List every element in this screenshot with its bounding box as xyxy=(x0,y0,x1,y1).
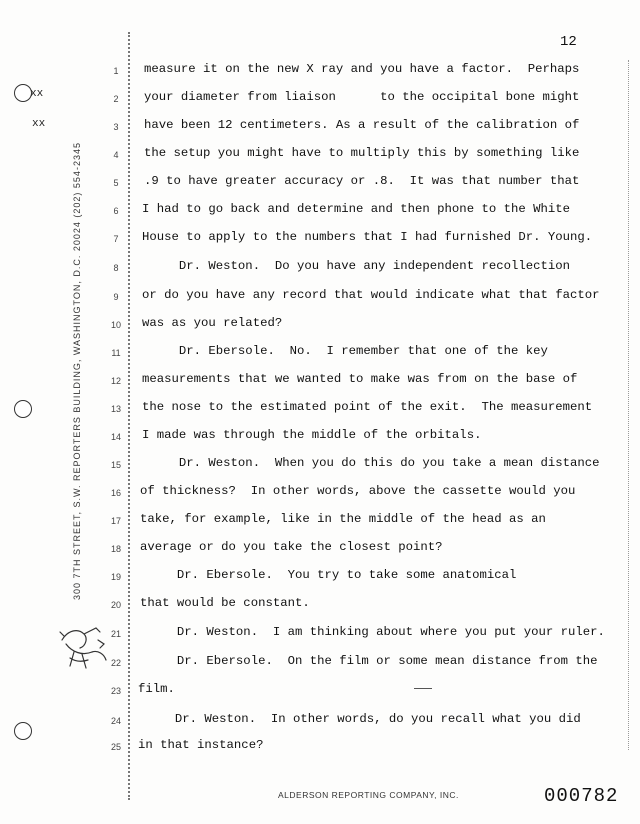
line-number: 18 xyxy=(110,544,121,554)
line-number: 11 xyxy=(111,348,121,358)
transcript-line xyxy=(0,344,640,364)
line-number: 15 xyxy=(110,460,121,470)
document-number: 000782 xyxy=(544,785,619,807)
line-number: 6 xyxy=(113,206,119,216)
line-text: Dr. Ebersole. No. I remember that one of the key xyxy=(142,344,548,358)
line-number: 14 xyxy=(110,432,121,442)
transcript-line xyxy=(0,90,640,110)
line-number: 23 xyxy=(110,686,121,696)
side-mark-1: xx xyxy=(30,88,44,100)
line-text: average or do you take the closest point? xyxy=(140,540,443,554)
line-text: measurements that we wanted to make was from on the base of xyxy=(142,372,578,386)
line-text: have been 12 centimeters. As a result of the calibration of xyxy=(144,118,580,132)
transcript-line xyxy=(0,512,640,532)
line-number: 12 xyxy=(110,376,121,386)
transcript-line xyxy=(0,62,640,82)
line-text: I made was through the middle of the orbitals. xyxy=(142,428,482,442)
line-text: Dr. Weston. Do you have any independent recollection xyxy=(142,259,571,273)
line-text: your diameter from liaison to the occipital bone might xyxy=(144,90,580,104)
transcript-line xyxy=(0,259,640,279)
line-text: House to apply to the numbers that I had furnished Dr. Young. xyxy=(142,230,593,244)
line-text: measure it on the new X ray and you have a factor. Perhaps xyxy=(144,62,580,76)
line-text: of thickness? In other words, above the cassette would you xyxy=(140,484,576,498)
transcript-line xyxy=(0,202,640,222)
line-text: take, for example, like in the middle of the head as an xyxy=(140,512,546,526)
line-text: was as you related? xyxy=(142,316,283,330)
line-number: 17 xyxy=(110,516,121,526)
transcript-line xyxy=(0,596,640,616)
line-number: 5 xyxy=(113,178,119,188)
line-text: that would be constant. xyxy=(140,596,310,610)
line-text: or do you have any record that would indicate what that factor xyxy=(142,288,600,302)
line-number: 25 xyxy=(110,742,121,752)
transcript-line xyxy=(0,682,640,702)
line-text: Dr. Weston. In other words, do you recall what you did xyxy=(138,712,581,726)
line-number: 7 xyxy=(113,234,119,244)
line-number: 21 xyxy=(110,629,121,639)
reporter-address: 300 7TH STREET, S.W. REPORTERS BUILDING, WASHINGTON, D.C. 20024 (202) 554-2345 xyxy=(72,142,82,600)
reporting-company-footer: ALDERSON REPORTING COMPANY, INC. xyxy=(278,790,459,800)
transcript-line xyxy=(0,540,640,560)
transcript-line xyxy=(0,230,640,250)
transcript-line xyxy=(0,372,640,392)
side-mark-2: xx xyxy=(32,118,46,130)
line-number: 3 xyxy=(113,122,119,132)
line-number: 2 xyxy=(113,94,119,104)
stray-dash-mark xyxy=(414,688,432,689)
transcript-line xyxy=(0,568,640,588)
transcript-line xyxy=(0,484,640,504)
transcript-line xyxy=(0,738,640,758)
line-text: in that instance? xyxy=(138,738,264,752)
line-text: the setup you might have to multiply this by something like xyxy=(144,146,580,160)
line-number: 4 xyxy=(113,150,119,160)
transcript-line xyxy=(0,428,640,448)
line-number: 16 xyxy=(110,488,121,498)
line-text: film. xyxy=(138,682,175,696)
transcript-line xyxy=(0,118,640,138)
line-text: Dr. Weston. I am thinking about where you put your ruler. xyxy=(140,625,605,639)
line-text: Dr. Ebersole. On the film or some mean distance from the xyxy=(140,654,598,668)
line-number: 13 xyxy=(110,404,121,414)
line-number: 10 xyxy=(110,320,121,330)
line-number: 22 xyxy=(110,658,121,668)
line-text: Dr. Weston. When you do this do you take a mean distance xyxy=(142,456,600,470)
transcript-line xyxy=(0,288,640,308)
margin-sketch-drawing xyxy=(56,622,112,674)
line-number: 19 xyxy=(110,572,121,582)
transcript-line xyxy=(0,456,640,476)
line-number: 8 xyxy=(113,263,119,273)
line-text: I had to go back and determine and then phone to the White xyxy=(142,202,571,216)
line-text: the nose to the estimated point of the exit. The measurement xyxy=(142,400,593,414)
line-number: 20 xyxy=(110,600,121,610)
transcript-line xyxy=(0,712,640,732)
line-number: 1 xyxy=(113,66,119,76)
line-text: .9 to have greater accuracy or .8. It was that number that xyxy=(144,174,580,188)
transcript-line xyxy=(0,400,640,420)
line-number: 24 xyxy=(110,716,121,726)
page-number: 12 xyxy=(560,34,577,50)
transcript-line xyxy=(0,316,640,336)
transcript-line xyxy=(0,146,640,166)
transcript-line xyxy=(0,174,640,194)
line-number: 9 xyxy=(113,292,119,302)
line-text: Dr. Ebersole. You try to take some anatomical xyxy=(140,568,517,582)
